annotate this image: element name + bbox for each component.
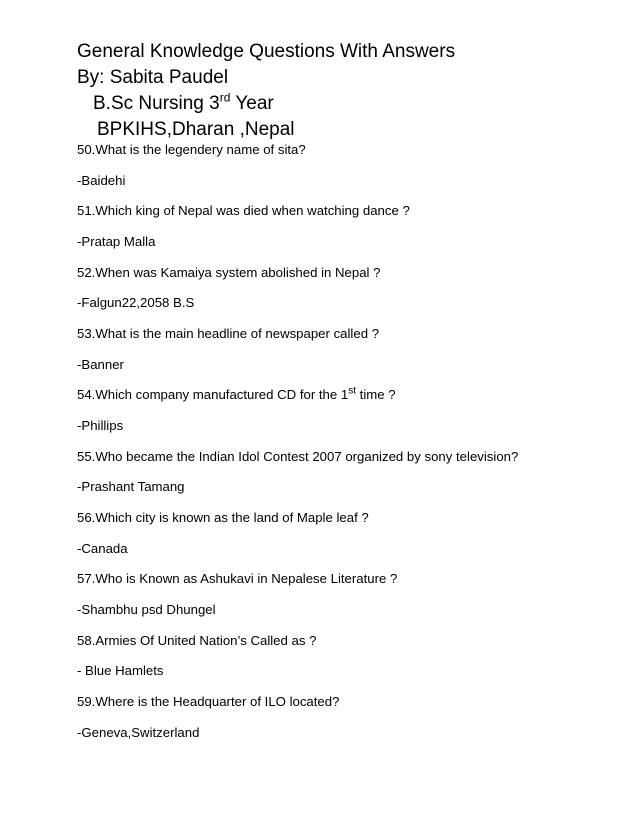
question-54	[77, 386, 396, 404]
answer-53: -Banner	[77, 357, 124, 372]
question-56: 56.Which city is known as the land of Maple leaf ?	[77, 510, 369, 525]
question-59: 59.Where is the Headquarter of ILO located?	[77, 694, 340, 709]
question-51: 51.Which king of Nepal was died when watching dance ?	[77, 203, 410, 218]
answer-52: -Falgun22,2058 B.S	[77, 295, 195, 310]
answer-50: -Baidehi	[77, 173, 126, 188]
question-54-suffix: time ?	[356, 387, 396, 402]
author-line: By: Sabita Paudel	[77, 67, 229, 88]
answer-59: -Geneva,Switzerland	[77, 725, 200, 740]
course-line	[93, 92, 274, 116]
question-50: 50.What is the legendery name of sita?	[77, 142, 306, 157]
institution-line: BPKIHS,Dharan ,Nepal	[97, 119, 295, 140]
document-title: General Knowledge Questions With Answers	[77, 41, 456, 62]
question-55: 55.Who became the Indian Idol Contest 2007 organized by sony television?	[77, 449, 519, 464]
answer-56: -Canada	[77, 541, 128, 556]
question-57: 57.Who is Known as Ashukavi in Nepalese Literature ?	[77, 571, 398, 586]
question-54-superscript: st	[348, 385, 356, 397]
question-53: 53.What is the main headline of newspaper called ?	[77, 326, 380, 341]
question-54-prefix: 54.Which company manufactured CD for the 1	[77, 387, 349, 402]
course-suffix: Year	[230, 93, 274, 114]
answer-55: -Prashant Tamang	[77, 479, 185, 494]
answer-57: -Shambhu psd Dhungel	[77, 602, 216, 617]
course-superscript: rd	[219, 90, 231, 105]
course-prefix: B.Sc Nursing 3	[93, 93, 220, 114]
question-58: 58.Armies Of United Nation’s Called as ?	[77, 633, 317, 648]
answer-54: -Phillips	[77, 418, 124, 433]
question-52: 52.When was Kamaiya system abolished in Nepal ?	[77, 265, 381, 280]
answer-51: -Pratap Malla	[77, 234, 156, 249]
answer-58: - Blue Hamlets	[77, 663, 164, 678]
